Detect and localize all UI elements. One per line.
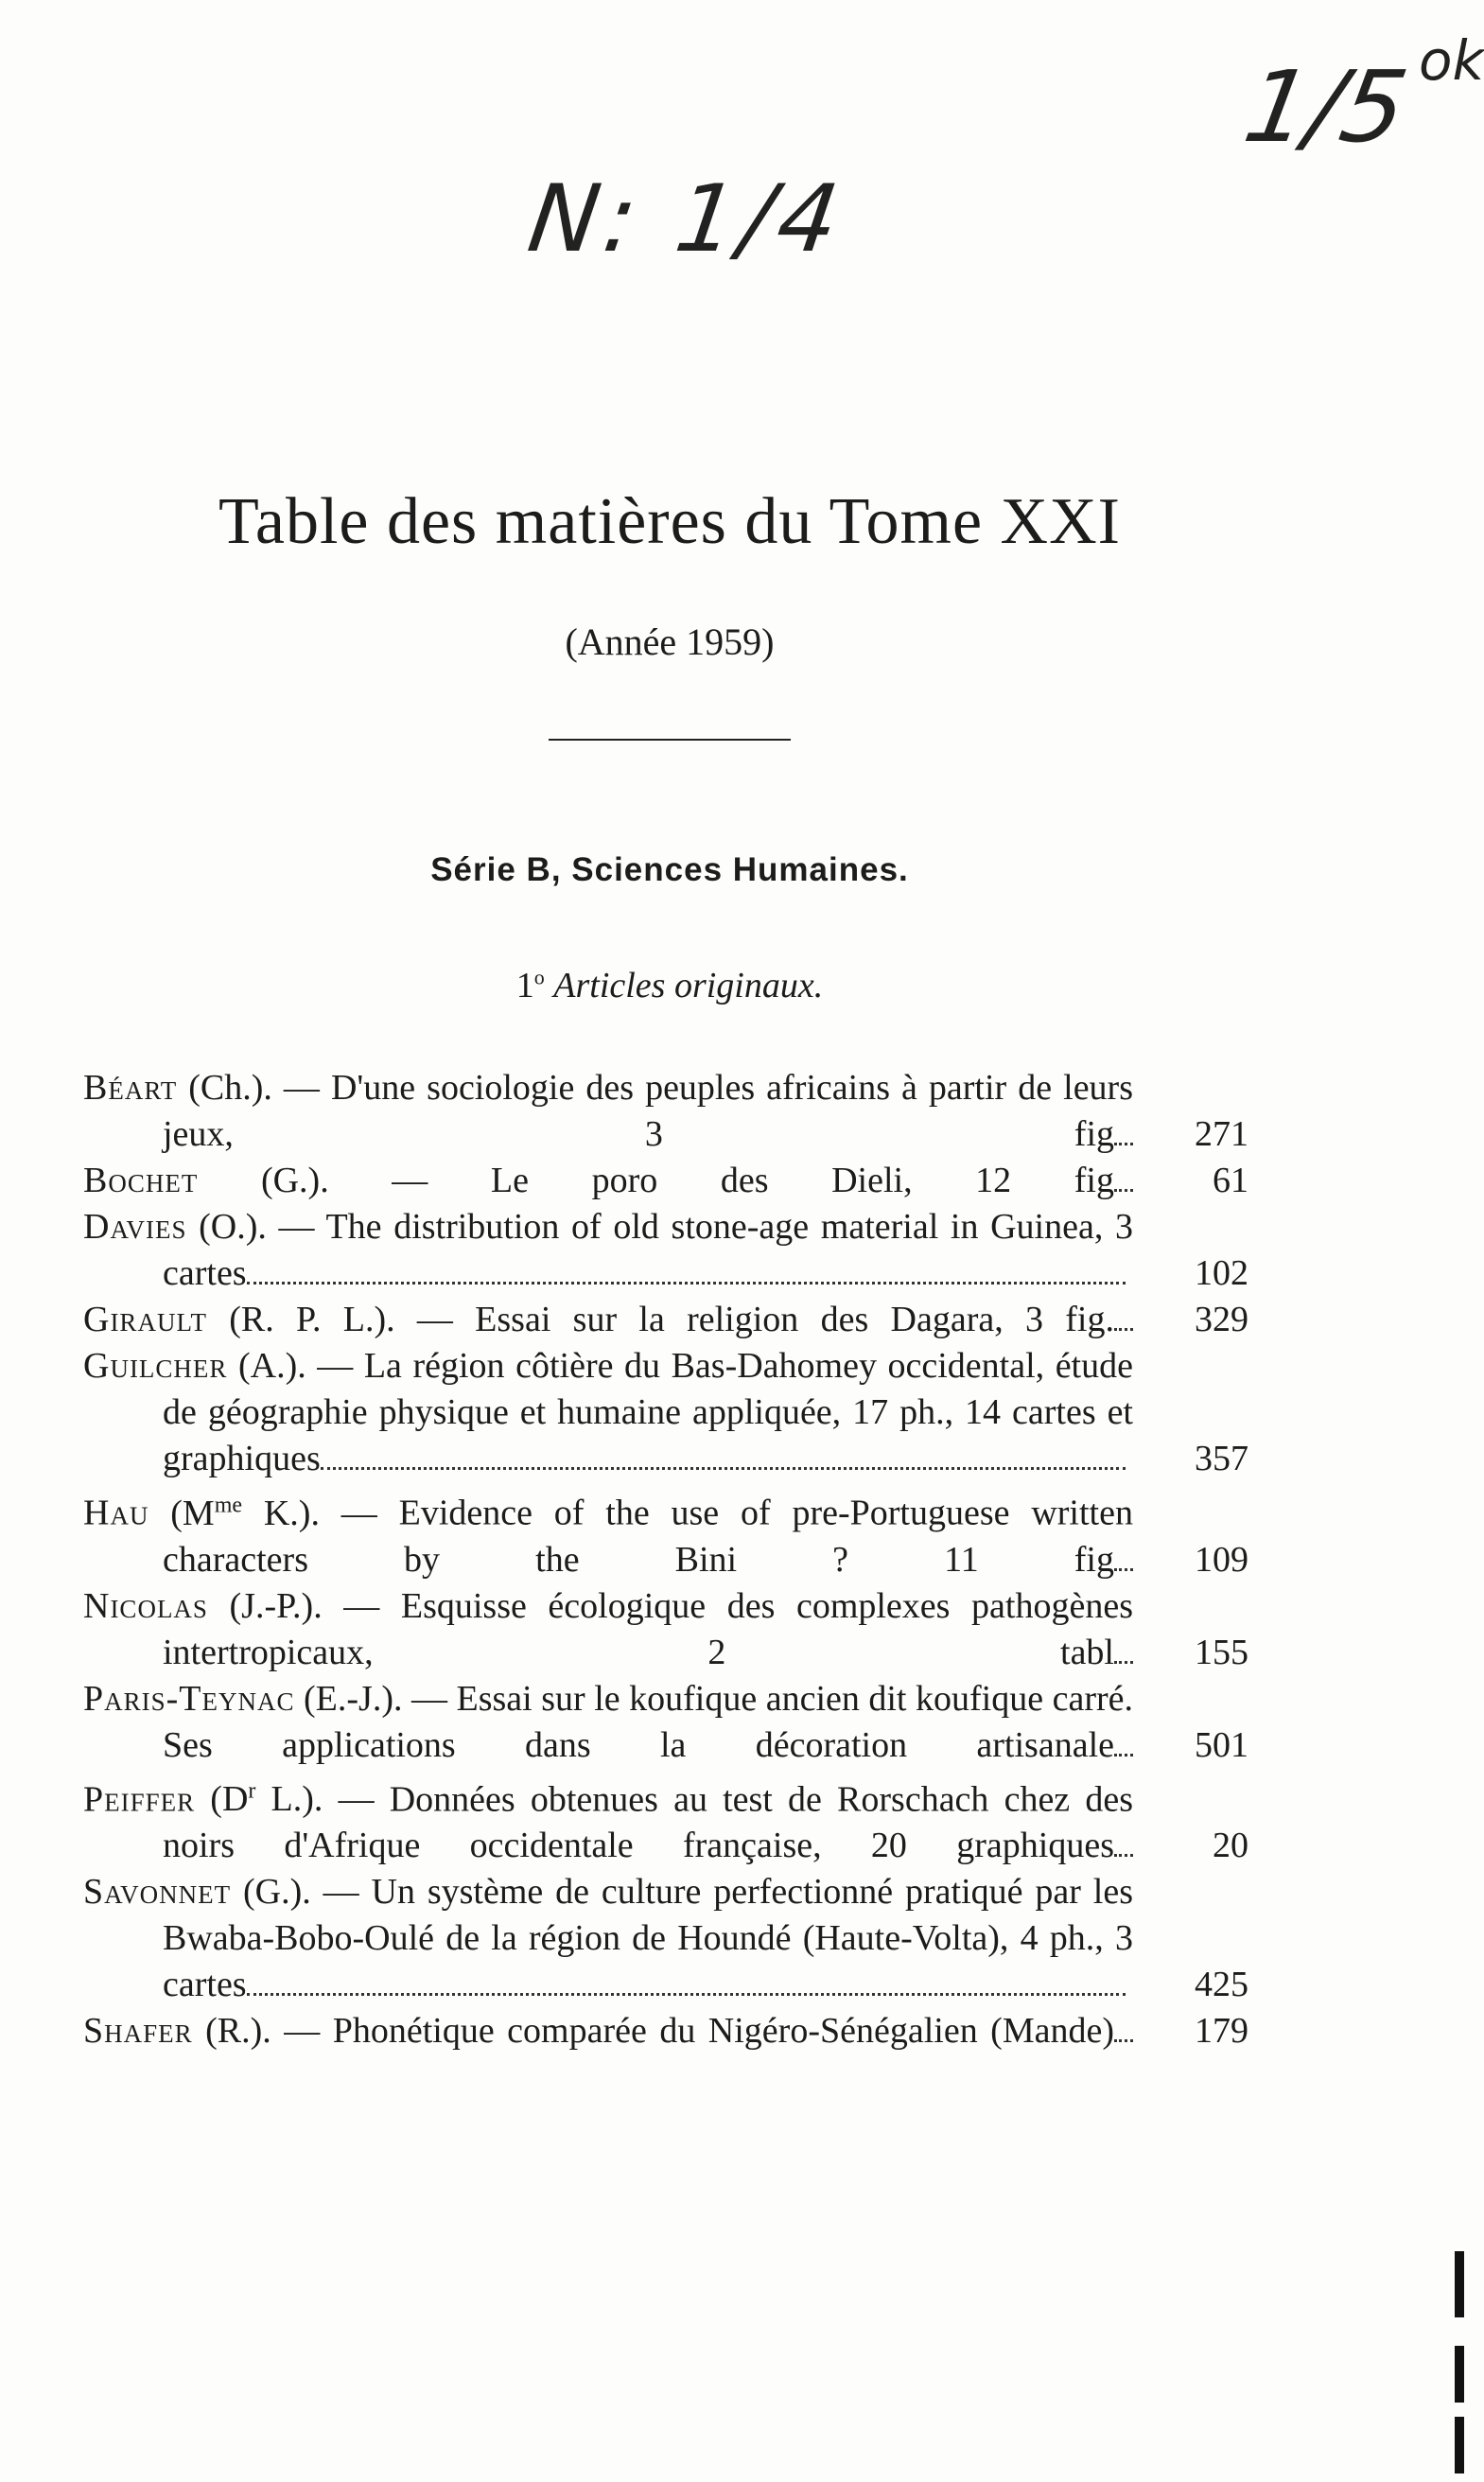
- leader-dots: [247, 1272, 1126, 1285]
- leader-dots: [1114, 1133, 1133, 1145]
- author-initials: ($D^r$ L.). —: [195, 1778, 390, 1820]
- author-initials: (R.). —: [192, 2011, 333, 2052]
- article-title: Un système de culture perfectionné pratiqué par les Bwaba-Bobo-Oulé de la région de Houndé (Haute-Volta), 4 ph., 3 cartes: [163, 1872, 1133, 2005]
- handwritten-note-fraction: 1/5: [1236, 49, 1416, 165]
- author-initials: (E.-J.). —: [294, 1678, 457, 1719]
- toc-entry-text: [83, 1158, 1133, 1204]
- toc-entry-text: [83, 1065, 1133, 1158]
- author-initials: (J.-P.). —: [207, 1585, 401, 1626]
- toc-entry: [83, 1769, 1248, 1870]
- scan-edge-mark: [1455, 2251, 1464, 2317]
- author-name: Peiffer: [83, 1779, 196, 1820]
- page-number: 20: [1213, 1826, 1248, 1866]
- leader-dots: [1114, 1744, 1133, 1757]
- page-number: 425: [1195, 1965, 1248, 2005]
- toc-entry-text: [83, 1769, 1133, 1870]
- article-title: Le poro des Dieli, 12 fig: [490, 1161, 1114, 1200]
- author-name: Paris-Teynac: [83, 1678, 295, 1719]
- author-name: Nicolas: [83, 1585, 208, 1626]
- author-name: Béart: [83, 1068, 178, 1108]
- author-initials: (Ch.). —: [177, 1068, 331, 1108]
- page-number: 179: [1195, 2011, 1248, 2052]
- toc-entry: [83, 1676, 1248, 1769]
- toc-entry: [83, 2008, 1248, 2054]
- author-initials: (R. P. L.). —: [206, 1300, 476, 1339]
- article-title: D'une sociologie des peuples africains à partir de leurs jeux, 3 fig: [163, 1068, 1133, 1154]
- author-initials: ($M^{me}$ K.). —: [148, 1493, 399, 1533]
- section-number: 1$^o$: [515, 965, 545, 1005]
- article-title: Esquisse écologique des complexes pathogènes intertropicaux, 2 tabl: [163, 1585, 1133, 1672]
- leader-dots: [1114, 1652, 1133, 1664]
- leader-dots: [321, 1458, 1126, 1470]
- page-number: 102: [1195, 1253, 1248, 1293]
- page-number: 155: [1195, 1632, 1248, 1672]
- leader-dots: [1114, 2030, 1133, 2042]
- toc-entry-text: [83, 1869, 1133, 2008]
- author-name: Girault: [83, 1300, 207, 1339]
- article-title: Essai sur la religion des Dagara, 3 fig.: [475, 1300, 1114, 1339]
- series-heading: Série B, Sciences Humaines.: [430, 851, 909, 888]
- page-number: 501: [1195, 1724, 1248, 1765]
- year-subtitle: (Année 1959): [565, 620, 775, 663]
- author-name: Guilcher: [83, 1346, 228, 1386]
- article-title: Evidence of the use of pre-Portuguese written characters by the Bini ? 11 fig: [163, 1493, 1133, 1580]
- author-name: Savonnet: [83, 1872, 232, 1913]
- toc-entry: [83, 1869, 1248, 2008]
- section-title: Articles originaux.: [553, 966, 824, 1005]
- toc-entry: [83, 1204, 1248, 1297]
- toc-entry-text: [83, 1343, 1133, 1482]
- author-name: Hau: [83, 1493, 149, 1533]
- author-name: Bochet: [83, 1161, 199, 1200]
- page-number: 61: [1213, 1161, 1248, 1200]
- table-of-contents: [83, 1065, 1248, 2054]
- author-name: Shafer: [83, 2011, 193, 2052]
- toc-entry-text: [83, 1482, 1133, 1583]
- toc-entry-text: [83, 1204, 1133, 1297]
- page-number: 109: [1195, 1539, 1248, 1580]
- toc-entry: [83, 1482, 1248, 1583]
- section-heading: [0, 965, 1339, 1006]
- author-initials: (O.). —: [186, 1207, 326, 1247]
- scan-edge-mark: [1455, 2417, 1464, 2473]
- author-initials: (G.). —: [198, 1161, 491, 1200]
- scan-edge-mark: [1455, 2346, 1464, 2403]
- toc-entry-text: [83, 1583, 1133, 1676]
- toc-entry: [83, 1297, 1248, 1343]
- toc-entry: [83, 1583, 1248, 1676]
- page-number: 357: [1195, 1439, 1248, 1478]
- article-title: The distribution of old stone-age material in Guinea, 3 cartes: [163, 1207, 1133, 1293]
- toc-entry-text: [83, 1297, 1133, 1343]
- toc-entry: [83, 1158, 1248, 1204]
- author-initials: (A.). —: [227, 1346, 364, 1386]
- article-title: Essai sur le koufique ancien dit koufique carré. Ses applications dans la décoration artisanale: [163, 1678, 1133, 1765]
- toc-entry: [83, 1065, 1248, 1158]
- author-name: Davies: [83, 1207, 187, 1247]
- toc-entry-text: [83, 2008, 1133, 2054]
- page-number: 271: [1195, 1114, 1248, 1154]
- handwritten-note-number: N: 1/4: [521, 166, 851, 273]
- leader-dots: [247, 1984, 1126, 1996]
- article-title: La région côtière du Bas-Dahomey occidental, étude de géographie physique et humaine appliquée, 17 ph., 14 cartes et graphiques: [163, 1346, 1133, 1478]
- toc-entry-text: [83, 1676, 1133, 1769]
- leader-dots: [1114, 1180, 1133, 1192]
- article-title: Phonétique comparée du Nigéro-Sénégalien (Mande): [332, 2011, 1114, 2052]
- toc-entry: [83, 1343, 1248, 1482]
- page-title: Table des matières du Tome XXI: [218, 485, 1121, 558]
- article-title: Données obtenues au test de Rorschach chez des noirs d'Afrique occidentale française, 20 graphiques: [163, 1779, 1133, 1866]
- leader-dots: [1114, 1844, 1133, 1857]
- page-number: 329: [1195, 1300, 1248, 1339]
- title-divider: [549, 739, 791, 741]
- handwritten-note-ok: ok: [1419, 28, 1484, 93]
- author-initials: (G.). —: [231, 1872, 372, 1913]
- leader-dots: [1114, 1319, 1133, 1331]
- leader-dots: [1114, 1559, 1133, 1571]
